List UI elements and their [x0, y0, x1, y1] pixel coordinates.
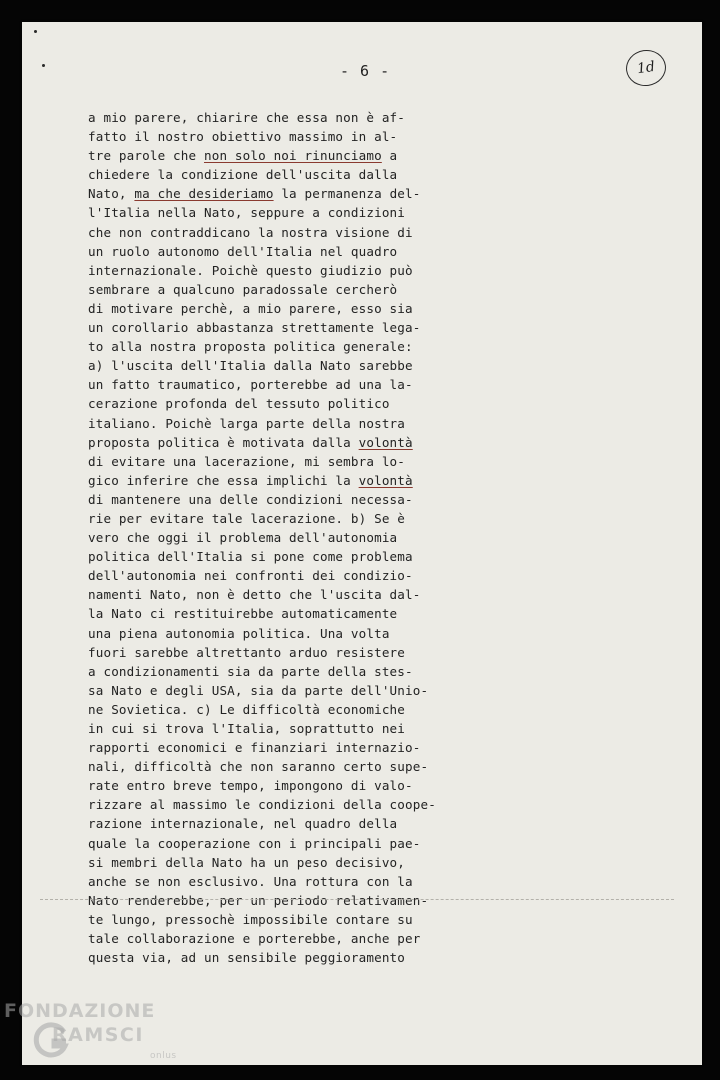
- text-line: [88, 566, 488, 585]
- text-line: [88, 547, 488, 566]
- text-line: [88, 261, 488, 280]
- text-segment: fuori sarebbe altrettanto arduo resistere: [88, 644, 406, 660]
- text-line: [88, 662, 488, 681]
- text-segment: Nato,: [88, 186, 135, 202]
- watermark-line2: RAMSCI: [52, 1024, 144, 1046]
- text-line: [88, 394, 488, 413]
- text-line: [88, 643, 488, 662]
- underlined-text: ma che desideriamo: [134, 186, 274, 202]
- text-line: [88, 834, 488, 853]
- text-segment: di motivare perchè, a mio parere, esso sia: [88, 300, 413, 316]
- text-segment: si membri della Nato ha un peso decisivo,: [88, 854, 406, 870]
- text-segment: proposta politica è motivata dalla: [88, 434, 359, 450]
- text-segment: la permanenza del-: [273, 186, 421, 202]
- text-line: [88, 795, 488, 814]
- fondazione-gramsci-watermark: [4, 998, 194, 1078]
- text-line: [88, 127, 488, 146]
- text-line: [88, 223, 488, 242]
- text-line: [88, 872, 488, 891]
- text-line: [88, 814, 488, 833]
- text-line: [88, 318, 488, 337]
- text-segment: di mantenere una delle condizioni necessa-: [88, 491, 413, 507]
- text-line: [88, 490, 488, 509]
- text-line: [88, 910, 488, 929]
- text-segment: rapporti economici e finanziari internazio-: [88, 740, 421, 756]
- text-segment: quale la cooperazione con i principali pae-: [88, 835, 421, 851]
- paper-speck: [42, 64, 45, 67]
- text-segment: ne Sovietica. c) Le difficoltà economiche: [88, 701, 406, 717]
- text-segment: a) l'uscita dell'Italia dalla Nato sarebbe: [88, 358, 413, 374]
- text-segment: internazionale. Poichè questo giudizio può: [88, 262, 413, 278]
- text-segment: italiano. Poichè larga parte della nostra: [88, 415, 406, 431]
- text-line: [88, 108, 488, 127]
- text-line: [88, 776, 488, 795]
- text-segment: che non contraddicano la nostra visione di: [88, 224, 413, 240]
- text-line: [88, 471, 488, 490]
- text-line: [88, 509, 488, 528]
- text-line: [88, 948, 488, 967]
- text-line: [88, 929, 488, 948]
- underlined-text: volontà: [358, 434, 413, 450]
- text-segment: in cui si trova l'Italia, soprattutto nei: [88, 721, 406, 736]
- text-segment: rate entro breve tempo, impongono di valo-: [88, 778, 413, 794]
- text-segment: vero che oggi il problema dell'autonomia: [88, 530, 398, 546]
- text-line: [88, 414, 488, 433]
- text-segment: un fatto traumatico, porterebbe ad una la-: [88, 377, 413, 393]
- text-line: [88, 624, 488, 643]
- text-line: [88, 242, 488, 261]
- text-segment: dell'autonomia nei confronti dei condizio-: [88, 568, 413, 584]
- text-segment: namenti Nato, non è detto che l'uscita dal-: [88, 587, 421, 603]
- text-line: [88, 853, 488, 872]
- text-line: [88, 299, 488, 318]
- text-segment: una piena autonomia politica. Una volta: [88, 625, 390, 641]
- text-segment: cerazione profonda del tessuto politico: [88, 396, 390, 412]
- text-segment: sembrare a qualcuno paradossale cercherò: [88, 281, 398, 297]
- text-line: [88, 604, 488, 623]
- text-segment: nali, difficoltà che non saranno certo supe-: [88, 759, 429, 775]
- text-segment: a: [381, 148, 398, 164]
- paper-speck: [34, 30, 37, 33]
- document-page: [22, 22, 702, 1065]
- text-segment: a condizionamenti sia da parte della stes-: [88, 663, 413, 679]
- text-segment: anche se non esclusivo. Una rottura con la: [88, 873, 413, 889]
- text-line: [88, 184, 488, 203]
- text-segment: fatto il nostro obiettivo massimo in al-: [88, 129, 398, 145]
- text-line: [88, 337, 488, 356]
- page-number: - 6 -: [340, 62, 391, 80]
- text-line: [88, 203, 488, 222]
- text-segment: un corollario abbastanza strettamente lega-: [88, 320, 421, 336]
- text-line: [88, 757, 488, 776]
- text-segment: questa via, ad un sensibile peggioramento: [88, 950, 406, 966]
- underlined-text: volontà: [358, 472, 413, 488]
- text-line: [88, 356, 488, 375]
- text-segment: razione internazionale, nel quadro della: [88, 816, 398, 832]
- text-segment: tre parole che: [88, 148, 204, 164]
- watermark-suffix: onlus: [150, 1051, 177, 1061]
- text-line: [88, 452, 488, 471]
- text-line: [88, 700, 488, 719]
- text-segment: di evitare una lacerazione, mi sembra lo-: [88, 453, 406, 469]
- text-segment: a mio parere, chiarire che essa non è af-: [88, 110, 406, 125]
- text-line: [88, 585, 488, 604]
- text-segment: to alla nostra proposta politica generale:: [88, 339, 413, 355]
- text-line: [88, 891, 488, 910]
- underlined-text: non solo noi rinunciamo: [203, 148, 382, 164]
- text-segment: un ruolo autonomo dell'Italia nel quadro: [88, 243, 398, 259]
- text-segment: rie per evitare tale lacerazione. b) Se è: [88, 510, 406, 526]
- text-segment: sa Nato e degli USA, sia da parte dell'Unio-: [88, 682, 429, 698]
- text-line: [88, 738, 488, 757]
- text-line: [88, 681, 488, 700]
- watermark-line1: FONDAZIONE: [4, 1000, 156, 1022]
- text-segment: rizzare al massimo le condizioni della coope-: [88, 797, 436, 813]
- text-line: [88, 280, 488, 299]
- typewritten-body: [88, 108, 488, 967]
- text-line: [88, 165, 488, 184]
- text-segment: l'Italia nella Nato, seppure a condizioni: [88, 205, 406, 221]
- text-line: [88, 375, 488, 394]
- text-segment: Nato renderebbe, per un periodo relativamen-: [88, 892, 429, 908]
- text-segment: chiedere la condizione dell'uscita dalla: [88, 167, 398, 183]
- text-segment: tale collaborazione e porterebbe, anche per: [88, 931, 421, 947]
- footer-rule: [40, 899, 674, 900]
- text-segment: gico inferire che essa implichi la: [88, 472, 359, 488]
- text-segment: politica dell'Italia si pone come problema: [88, 549, 413, 565]
- text-line: [88, 146, 488, 165]
- archive-mark: 1d: [624, 47, 669, 88]
- text-segment: la Nato ci restituirebbe automaticamente: [88, 606, 398, 622]
- text-segment: te lungo, pressochè impossibile contare su: [88, 911, 413, 927]
- text-line: [88, 719, 488, 738]
- text-line: [88, 433, 488, 452]
- text-line: [88, 528, 488, 547]
